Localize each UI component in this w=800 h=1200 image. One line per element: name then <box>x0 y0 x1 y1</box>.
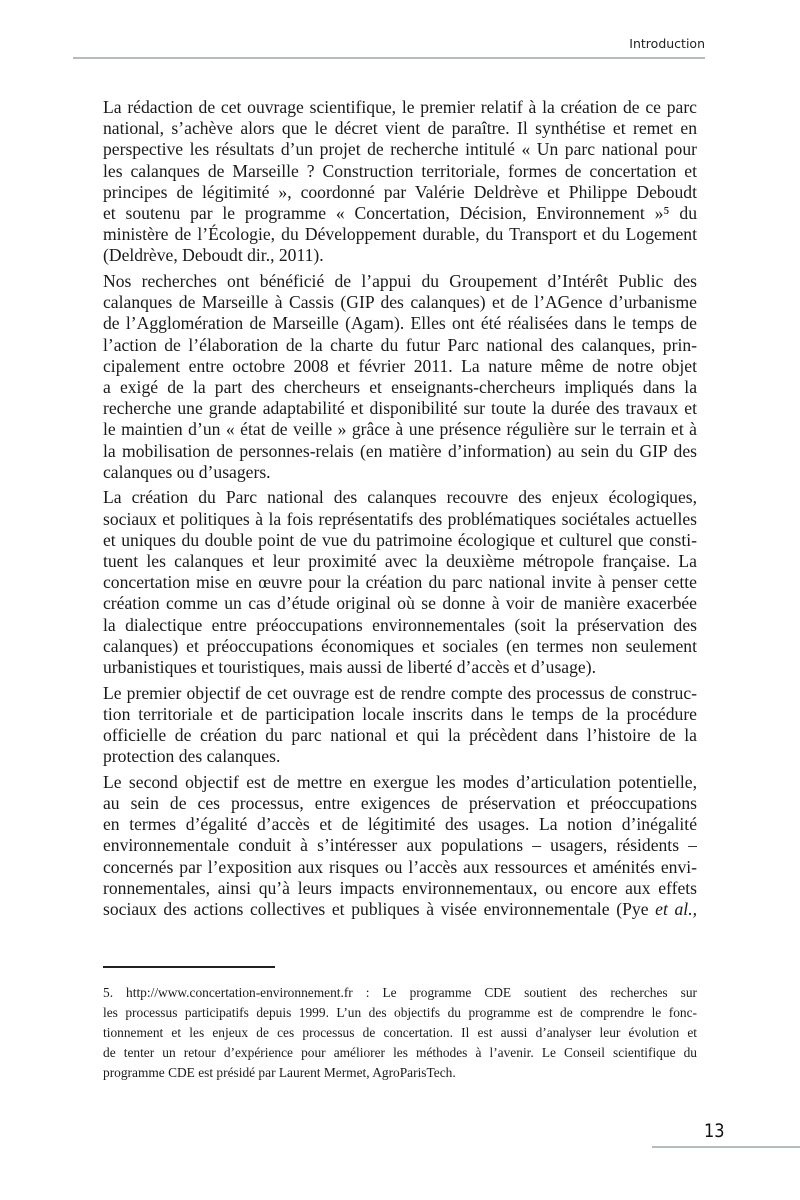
text-line: Le premier objectif de cet ouvrage est de rendre compte des processus de construc- <box>103 682 697 703</box>
text-line: officielle de création du parc national et qui la précèdent dans l’histoire de la <box>103 724 697 745</box>
text-line: en termes d’égalité d’accès et de légitimité des usages. La notion d’inégalité <box>103 814 697 835</box>
text-line: principes de légitimité », coordonné par Valérie Deldrève et Philippe Deboudt <box>103 181 697 202</box>
page-number: 13 <box>704 1120 725 1142</box>
footnote-line: 5. http://www.concertation-environnement.fr : Le programme CDE soutient des recherches sur <box>103 985 697 1000</box>
text-line: environnementale conduit à s’intéresser aux populations – usagers, résidents – <box>103 835 697 856</box>
text-line: cipalement entre octobre 2008 et février 2011. La nature même de notre objet <box>103 355 697 376</box>
running-header-title: Introduction <box>629 36 705 51</box>
text-line: (Deldrève, Deboudt dir., 2011). <box>103 245 324 266</box>
footnote-line: les processus participatifs depuis 1999. L’un des objectifs du programme est de comprendre le fonc- <box>103 1005 697 1020</box>
text-line: calanques de Marseille à Cassis (GIP des calanques) et de l’AGence d’urbanisme <box>103 292 697 313</box>
text-line: au sein de ces processus, entre exigences de préservation et préoccupations <box>103 793 697 813</box>
text-line: et soutenu par le programme « Concertation, Décision, Environnement »⁵ du <box>103 202 697 223</box>
text-line: le maintien d’un « état de veille » grâce à une présence régulière sur le terrain et à <box>103 419 697 440</box>
text-line: calanques) et préoccupations économiques et sociales (en termes non seulement <box>103 635 697 656</box>
header-rule <box>73 57 705 59</box>
footnote-line: programme CDE est présidé par Laurent Mermet, AgroParisTech. <box>103 1065 456 1080</box>
text-line: perspective les résultats d’un projet de recherche intitulé « Un parc national pour <box>103 139 697 160</box>
text-line: protection des calanques. <box>103 746 281 767</box>
footer-rule <box>652 1146 800 1148</box>
text-line: la mobilisation de personnes-relais (en matière d’information) au sein du GIP des <box>103 440 697 461</box>
text-line: a exigé de la part des chercheurs et enseignants-chercheurs impliqués dans la <box>103 376 697 397</box>
text-line: recherche une grande adaptabilité et disponibilité sur toute la durée des travaux et <box>103 398 697 419</box>
footnote-line: de tenter un retour d’expérience pour améliorer les méthodes à l’avenir. Le Conseil scientifique du <box>103 1045 697 1060</box>
footnote-separator <box>103 966 275 968</box>
paragraph <box>103 97 697 267</box>
paragraph <box>103 487 697 678</box>
text-line: de l’Agglomération de Marseille (Agam). Elles ont été réalisées dans le temps de <box>103 313 697 334</box>
text-line: national, s’achève alors que le décret vient de paraître. Il synthétise et remet en <box>103 118 697 139</box>
text-line: ministère de l’Écologie, du Développement durable, du Transport et du Logement <box>103 224 697 245</box>
body-text <box>103 97 697 925</box>
text-line: création comme un cas d’étude original où se donne à voir de manière exacerbée <box>103 593 697 614</box>
text-line: calanques ou d’usagers. <box>103 461 271 482</box>
text-line: tuent les calanques et leur proximité avec la deuxième métropole française. La <box>103 550 697 571</box>
footnote <box>103 983 697 1083</box>
text-line: urbanistiques et touristiques, mais aussi de liberté d’accès et d’usage). <box>103 656 596 677</box>
footnote-line: tionnement et les enjeux de ces processus de concertation. Il est aussi d’analyser leur évolution et <box>103 1025 697 1040</box>
paragraph <box>103 683 697 768</box>
text-line: l’action de l’élaboration de la charte du futur Parc national des calanques, prin- <box>103 334 697 355</box>
paragraph <box>103 271 697 483</box>
text-line: la dialectique entre préoccupations environnementales (soit la préservation des <box>103 614 697 635</box>
text-line: et uniques du double point de vue du patrimoine écologique et culturel que consti- <box>103 529 697 550</box>
text-line: les calanques de Marseille ? Construction territoriale, formes de concertation et <box>103 160 697 181</box>
text-line-main: sociaux des actions collectives et publiques à visée environnementale (Pye <box>103 898 656 919</box>
text-line: La rédaction de cet ouvrage scientifique, le premier relatif à la création de ce parc <box>103 97 697 117</box>
text-line: Le second objectif est de mettre en exergue les modes d’articulation potentielle, <box>103 771 697 792</box>
citation-italic: et al., <box>655 898 697 919</box>
text-line: ronnementales, ainsi qu’à leurs impacts environnementaux, ou encore aux effets <box>103 877 697 898</box>
text-line <box>103 899 697 920</box>
text-line: sociaux et politiques à la fois représentatifs des problématiques sociétales actuelles <box>103 508 697 529</box>
text-line: concertation mise en œuvre pour la création du parc national invite à penser cette <box>103 572 697 593</box>
text-line: concernés par l’exposition aux risques ou l’accès aux ressources et aménités envi- <box>103 856 697 877</box>
text-line: Nos recherches ont bénéficié de l’appui du Groupement d’Intérêt Public des <box>103 271 697 291</box>
paragraph <box>103 772 697 920</box>
text-line: tion territoriale et de participation locale inscrits dans le temps de la procédure <box>103 703 697 724</box>
text-line: La création du Parc national des calanques recouvre des enjeux écologiques, <box>103 487 697 508</box>
